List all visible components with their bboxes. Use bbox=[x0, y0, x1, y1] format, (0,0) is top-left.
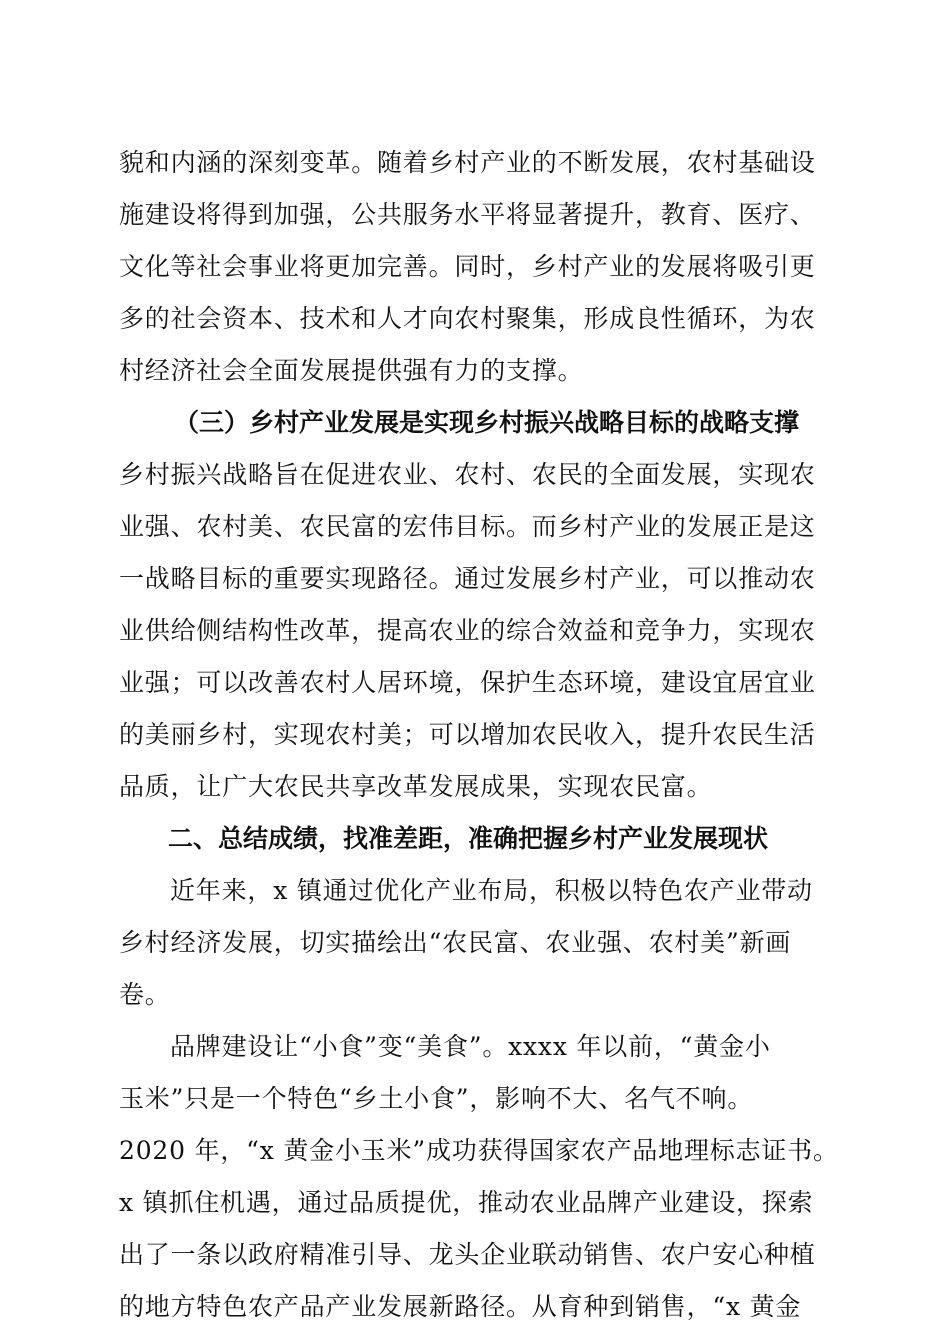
body-text-line: 的美丽乡村，实现农村美；可以增加农民收入，提升农民生活 bbox=[119, 720, 816, 749]
body-text-line: 乡村经济发展，切实描绘出“农民富、农业强、农村美”新画 bbox=[119, 928, 792, 957]
body-text-line: 村经济社会全面发展提供强有力的支撑。 bbox=[119, 356, 584, 385]
section-heading-3: （三）乡村产业发展是实现乡村振兴战略目标的战略支撑 bbox=[174, 408, 800, 437]
body-text-line: 的地方特色农产品产业发展新路径。从育种到销售，“x 黄金 bbox=[119, 1292, 802, 1321]
body-text-line: 一战略目标的重要实现路径。通过发展乡村产业，可以推动农 bbox=[119, 564, 816, 593]
body-text-line: 近年来，x 镇通过优化产业布局，积极以特色农产业带动 bbox=[170, 876, 813, 905]
body-text-line: 文化等社会事业将更加完善。同时，乡村产业的发展将吸引更 bbox=[119, 252, 816, 281]
body-text-line: 玉米”只是一个特色“乡土小食”，影响不大、名气不响。 bbox=[119, 1084, 754, 1113]
body-text-line: 多的社会资本、技术和人才向农村聚集，形成良性循环，为农 bbox=[119, 304, 816, 333]
body-text-line: 施建设将得到加强，公共服务水平将显著提升，教育、医疗、 bbox=[119, 200, 816, 229]
body-text-line: 貌和内涵的深刻变革。随着乡村产业的不断发展，农村基础设 bbox=[119, 148, 816, 177]
body-text-line: x 镇抓住机遇，通过品质提优，推动农业品牌产业建设，探索 bbox=[119, 1188, 814, 1217]
body-text-line: 业供给侧结构性改革，提高农业的综合效益和竞争力，实现农 bbox=[119, 616, 816, 645]
body-text-line: 出了一条以政府精准引导、龙头企业联动销售、农户安心种植 bbox=[119, 1240, 816, 1269]
body-text-line: 卷。 bbox=[119, 980, 171, 1009]
body-text-line: 业强；可以改善农村人居环境，保护生态环境，建设宜居宜业 bbox=[119, 668, 816, 697]
body-text-line: 品质，让广大农民共享改革发展成果，实现农民富。 bbox=[119, 772, 713, 801]
body-text-line: 业强、农村美、农民富的宏伟目标。而乡村产业的发展正是这 bbox=[119, 512, 816, 541]
section-heading-2: 二、总结成绩，找准差距，准确把握乡村产业发展现状 bbox=[168, 824, 769, 853]
body-text-line: 乡村振兴战略旨在促进农业、农村、农民的全面发展，实现农 bbox=[119, 460, 816, 489]
body-text-line: 2020 年，“x 黄金小玉米”成功获得国家农产品地理标志证书。 bbox=[119, 1136, 839, 1165]
body-text-line: 品牌建设让“小食”变“美食”。xxxx 年以前，“黄金小 bbox=[170, 1032, 771, 1061]
